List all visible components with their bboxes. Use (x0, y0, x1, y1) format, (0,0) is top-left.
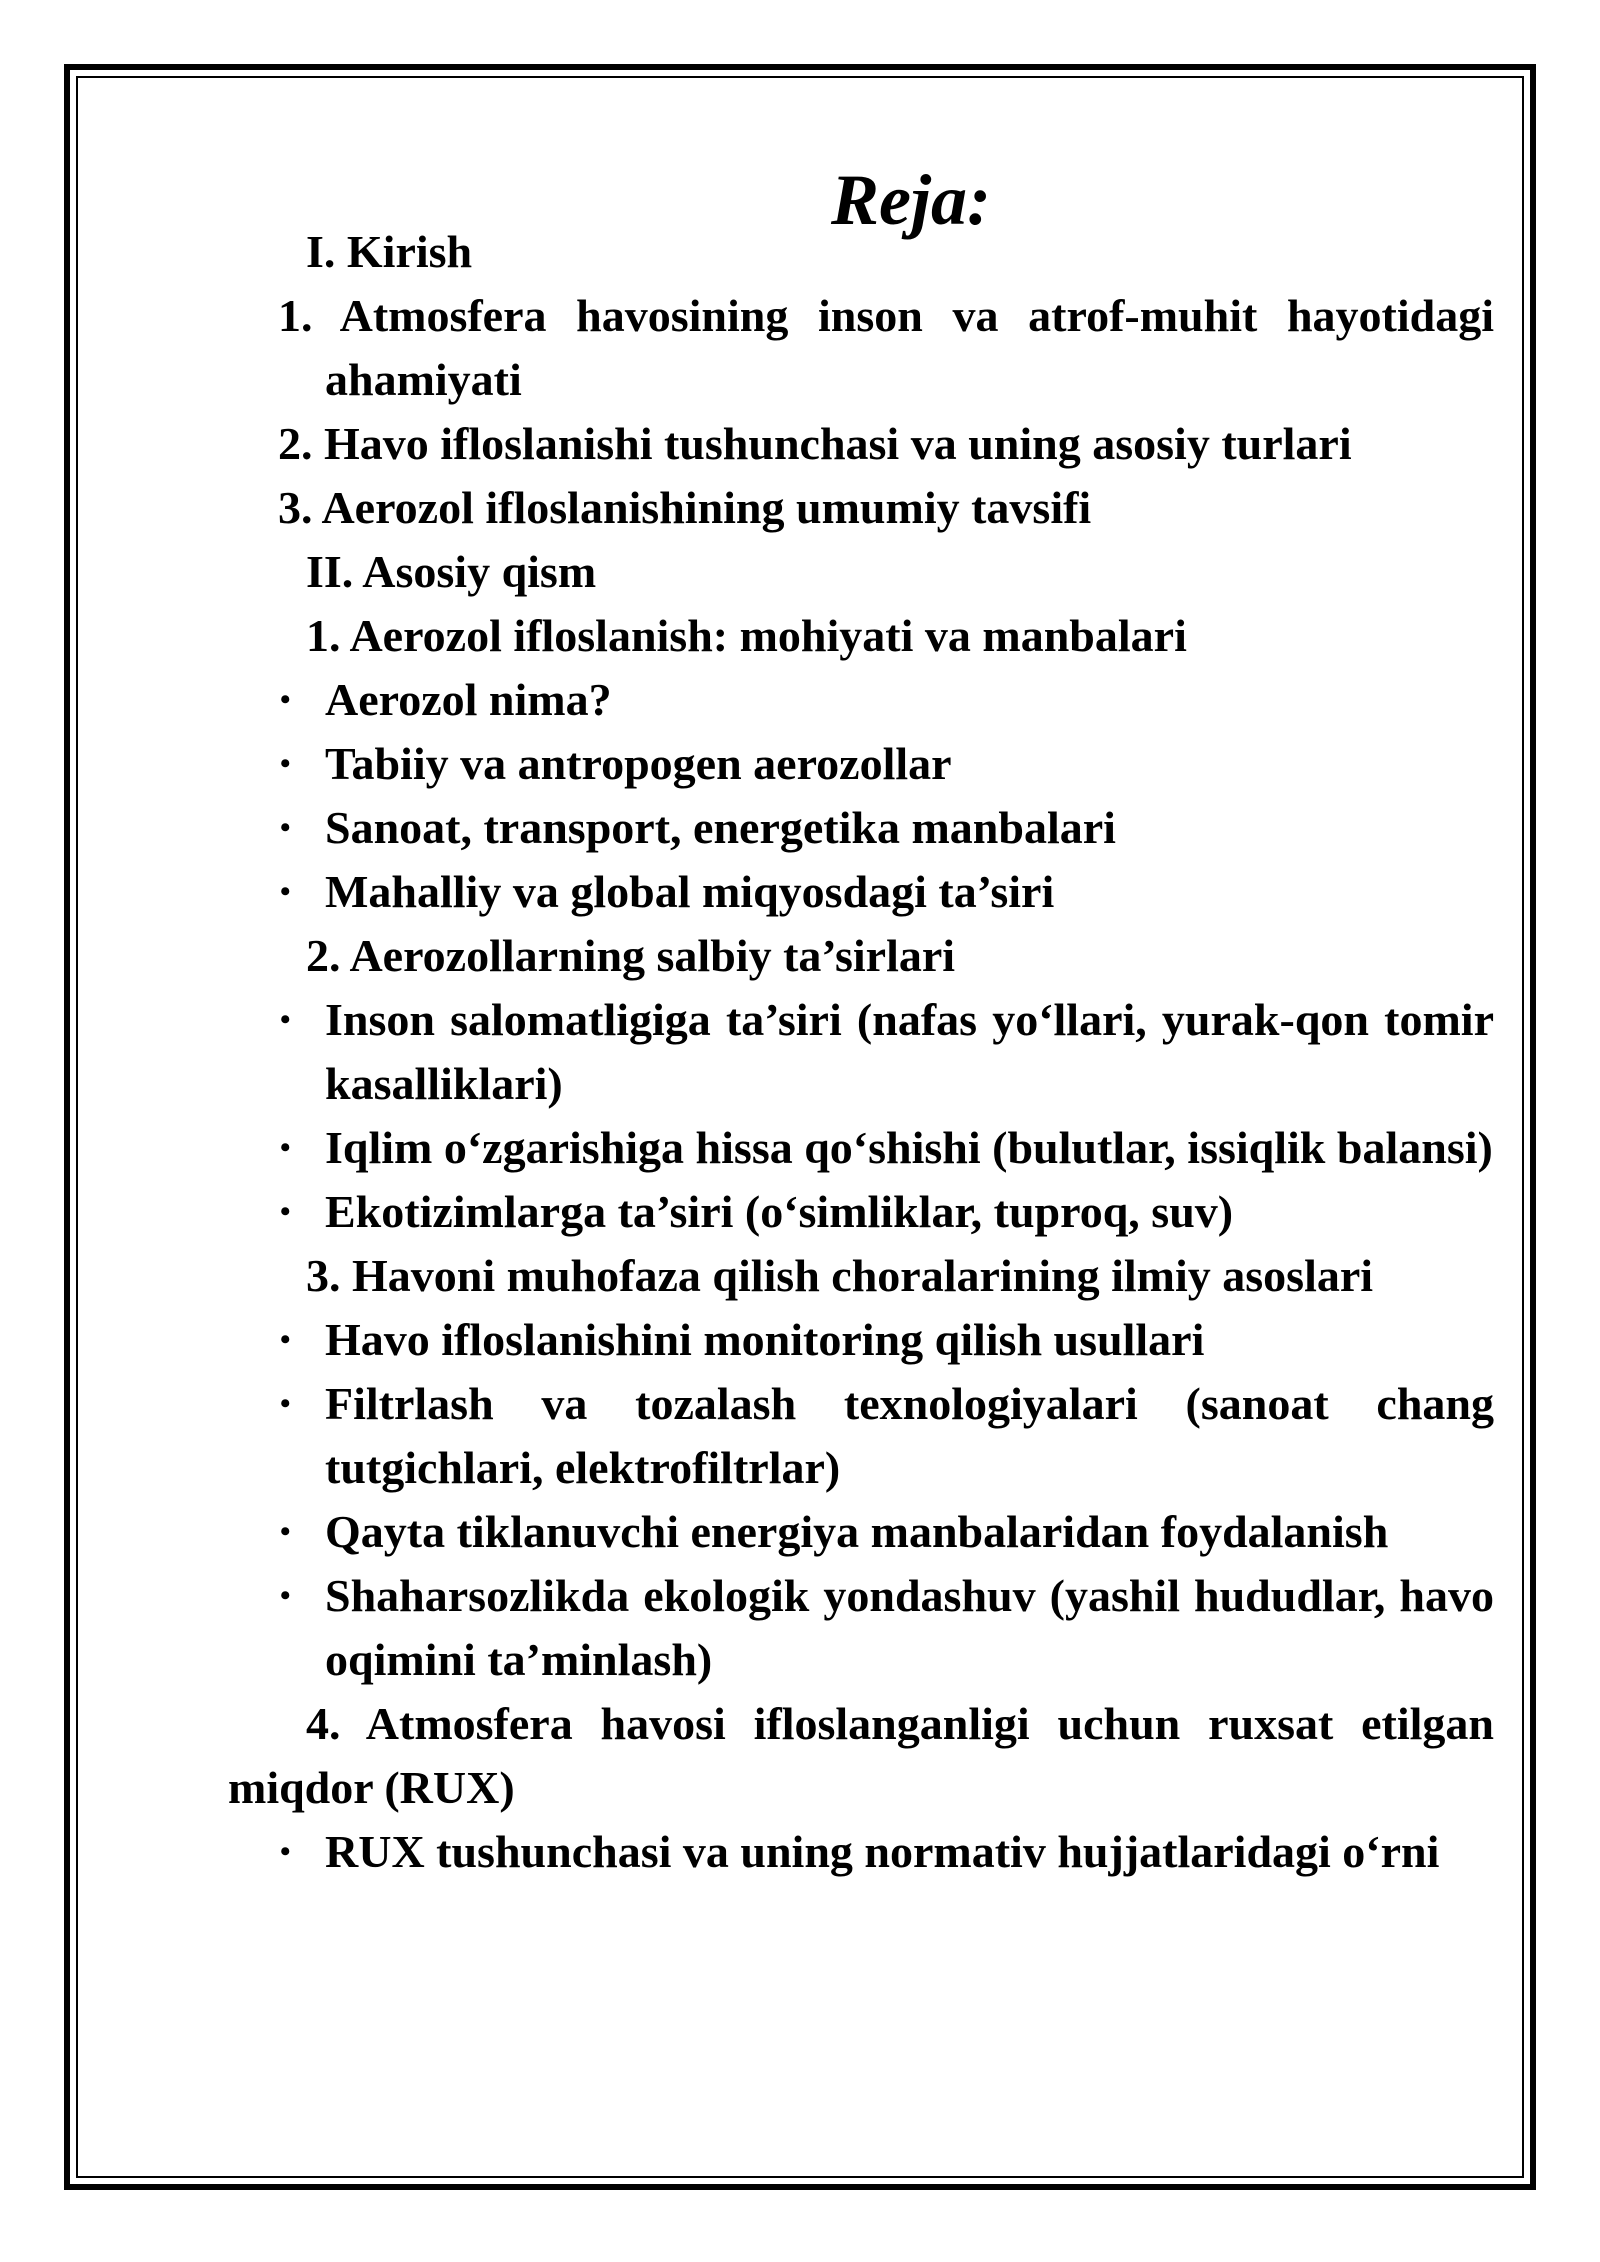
outline-item-text: Filtrlash va tozalash texnologiyalari (sanoat chang tutgichlari, elektrofiltrlar) (325, 1378, 1494, 1493)
document-body (228, 150, 1494, 1884)
outline-item-text: Qayta tiklanuvchi energiya manbalaridan foydalanish (325, 1506, 1389, 1557)
outline-item-bullet (228, 668, 1494, 732)
outline-item-text: 2. Havo ifloslanishi tushunchasi va uning asosiy turlari (278, 418, 1352, 469)
outline-list (228, 220, 1494, 1884)
outline-item-bullet (228, 1500, 1494, 1564)
bullet-icon: • (280, 875, 291, 908)
bullet-icon: • (280, 1387, 291, 1420)
bullet-icon: • (280, 1131, 291, 1164)
outline-item-text: 2. Aerozollarning salbiy ta’sirlari (306, 930, 956, 981)
outline-item-num (228, 284, 1494, 412)
outline-item-bullet (228, 1820, 1494, 1884)
outline-item-bullet (228, 1116, 1494, 1180)
outline-item-bullet (228, 1564, 1494, 1692)
outline-item-bullet (228, 1180, 1494, 1244)
outline-item-text: Shaharsozlikda ekologik yondashuv (yashil hududlar, havo oqimini ta’minlash) (325, 1570, 1494, 1685)
outline-item-long (228, 1692, 1494, 1820)
outline-item-num (228, 412, 1494, 476)
outline-item-text: II. Asosiy qism (306, 546, 597, 597)
bullet-icon: • (280, 811, 291, 844)
outline-item-text: 1. Aerozol ifloslanish: mohiyati va manbalari (306, 610, 1187, 661)
outline-item-text: 3. Aerozol ifloslanishining umumiy tavsifi (278, 482, 1092, 533)
bullet-icon: • (280, 1579, 291, 1612)
bullet-icon: • (280, 1323, 291, 1356)
outline-item-text: Mahalliy va global miqyosdagi ta’siri (325, 866, 1055, 917)
outline-item-bullet (228, 1308, 1494, 1372)
outline-item-text: 3. Havoni muhofaza qilish choralarining ilmiy asoslari (306, 1250, 1374, 1301)
bullet-icon: • (280, 1003, 291, 1036)
outline-item-text: Iqlim o‘zgarishiga hissa qo‘shishi (bulutlar, issiqlik balansi) (325, 1122, 1493, 1173)
outline-item-text: Tabiiy va antropogen aerozollar (325, 738, 952, 789)
outline-item-text: I. Kirish (306, 226, 473, 277)
outline-item-num (228, 476, 1494, 540)
outline-item-text: 4. Atmosfera havosi ifloslanganligi uchun ruxsat etilgan miqdor (RUX) (228, 1698, 1494, 1813)
outline-item-text: Inson salomatligiga ta’siri (nafas yo‘llari, yurak-qon tomir kasalliklari) (325, 994, 1494, 1109)
outline-item-section (228, 220, 1494, 284)
outline-item-bullet (228, 796, 1494, 860)
outline-item-sub (228, 1244, 1494, 1308)
outline-item-text: Havo ifloslanishini monitoring qilish usullari (325, 1314, 1205, 1365)
outline-item-sub (228, 604, 1494, 668)
outline-item-bullet (228, 732, 1494, 796)
outline-item-section (228, 540, 1494, 604)
outline-item-sub (228, 924, 1494, 988)
outline-item-bullet (228, 988, 1494, 1116)
outline-item-text: RUX tushunchasi va uning normativ hujjatlaridagi o‘rni (325, 1826, 1440, 1877)
outline-item-text: 1. Atmosfera havosining inson va atrof-muhit hayotidagi ahamiyati (278, 290, 1494, 405)
bullet-icon: • (280, 1835, 291, 1868)
bullet-icon: • (280, 1195, 291, 1228)
outline-item-text: Aerozol nima? (325, 674, 612, 725)
outline-item-text: Sanoat, transport, energetika manbalari (325, 802, 1116, 853)
outline-item-text: Ekotizimlarga ta’siri (o‘simliklar, tuproq, suv) (325, 1186, 1234, 1237)
outline-item-bullet (228, 860, 1494, 924)
page-title: Reja: (831, 160, 991, 240)
outline-item-bullet (228, 1372, 1494, 1500)
bullet-icon: • (280, 683, 291, 716)
bullet-icon: • (280, 747, 291, 780)
bullet-icon: • (280, 1515, 291, 1548)
